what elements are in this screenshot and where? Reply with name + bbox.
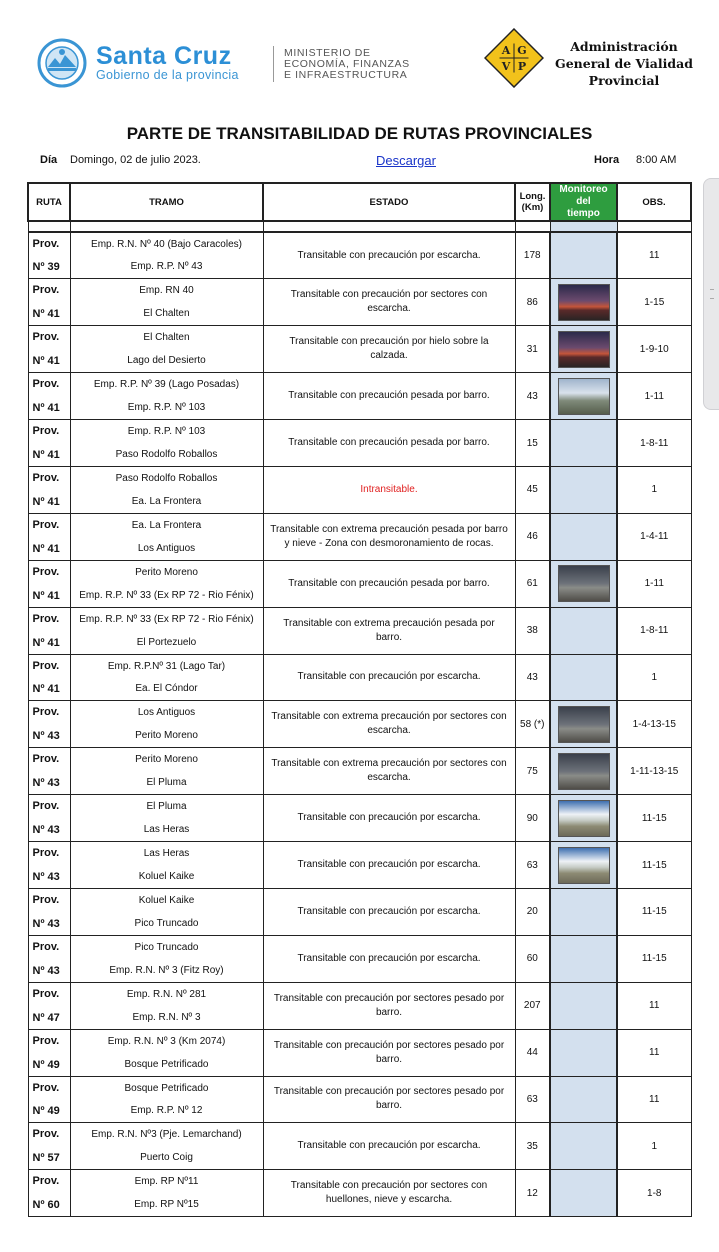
route-cell: Prov. Nº 43 — [28, 935, 70, 982]
length-cell: 58 (*) — [515, 701, 550, 748]
report-time: 8:00 AM — [636, 154, 677, 166]
segment-cell: Perito Moreno El Pluma — [70, 748, 263, 795]
status-cell: Transitable con precaución pesada por barro. — [263, 420, 515, 467]
monitor-cell — [550, 607, 617, 654]
obs-cell: 11-15 — [617, 842, 691, 889]
obs-cell: 1-8-11 — [617, 420, 691, 467]
route-cell: Prov. Nº 41 — [28, 513, 70, 560]
svg-text:G: G — [517, 44, 527, 57]
agvp-logo-icon — [484, 28, 544, 88]
monitor-cell — [550, 373, 617, 420]
col-long: Long. (Km) — [515, 183, 550, 221]
length-cell: 31 — [515, 326, 550, 373]
route-cell: Prov. Nº 47 — [28, 982, 70, 1029]
segment-cell: Emp. R.P.Nº 31 (Lago Tar) Ea. El Cóndor — [70, 654, 263, 701]
monitor-cell — [550, 1029, 617, 1076]
table-row — [28, 701, 691, 748]
table-row — [28, 888, 691, 935]
status-cell: Transitable con precaución por escarcha. — [263, 795, 515, 842]
svg-text:P: P — [517, 60, 527, 73]
table-row — [28, 607, 691, 654]
route-cell: Prov. Nº 43 — [28, 748, 70, 795]
segment-cell: Perito Moreno Emp. R.P. Nº 33 (Ex RP 72 - Rio Fénix) — [70, 560, 263, 607]
table-row — [28, 232, 691, 279]
segment-cell: Emp. RN 40 El Chalten — [70, 279, 263, 326]
route-cell: Prov. Nº 41 — [28, 607, 70, 654]
table-row — [28, 795, 691, 842]
report-date: Domingo, 02 de julio 2023. — [70, 154, 201, 166]
route-cell: Prov. Nº 41 — [28, 420, 70, 467]
obs-cell: 11 — [617, 1029, 691, 1076]
route-cell: Prov. Nº 43 — [28, 795, 70, 842]
col-tramo: TRAMO — [70, 183, 263, 221]
header-divider — [273, 46, 274, 82]
status-cell: Transitable con precaución por sectores con huellones, nieve y escarcha. — [263, 1170, 515, 1217]
province-seal-icon — [37, 38, 87, 88]
status-cell: Transitable con precaución por sectores pesado por barro. — [263, 1076, 515, 1123]
table-row — [28, 842, 691, 889]
status-cell: Transitable con precaución por escarcha. — [263, 654, 515, 701]
route-cell: Prov. Nº 41 — [28, 279, 70, 326]
monitor-cell — [550, 701, 617, 748]
length-cell: 86 — [515, 279, 550, 326]
weather-camera-thumbnail[interactable] — [558, 378, 610, 415]
monitor-cell — [550, 420, 617, 467]
route-cell: Prov. Nº 41 — [28, 373, 70, 420]
grip-icon — [710, 289, 714, 299]
svg-text:V: V — [501, 60, 511, 73]
obs-cell: 1-15 — [617, 279, 691, 326]
route-cell: Prov. Nº 43 — [28, 701, 70, 748]
length-cell: 207 — [515, 982, 550, 1029]
segment-cell: Koluel Kaike Pico Truncado — [70, 888, 263, 935]
length-cell: 63 — [515, 1076, 550, 1123]
route-cell: Prov. Nº 39 — [28, 232, 70, 279]
obs-cell: 1-4-13-15 — [617, 701, 691, 748]
routes-table — [27, 182, 692, 1217]
segment-cell: Emp. R.N. Nº 40 (Bajo Caracoles) Emp. R.P. Nº 43 — [70, 232, 263, 279]
status-cell: Transitable con precaución pesada por barro. — [263, 560, 515, 607]
table-row — [28, 420, 691, 467]
monitor-cell — [550, 279, 617, 326]
date-bar — [0, 151, 719, 171]
segment-cell: Las Heras Koluel Kaike — [70, 842, 263, 889]
route-cell: Prov. Nº 41 — [28, 466, 70, 513]
monitor-cell — [550, 795, 617, 842]
status-cell: Transitable con precaución pesada por barro. — [263, 373, 515, 420]
table-row — [28, 1170, 691, 1217]
weather-camera-thumbnail[interactable] — [558, 284, 610, 321]
segment-cell: Paso Rodolfo Roballos Ea. La Frontera — [70, 466, 263, 513]
segment-cell: Bosque Petrificado Emp. R.P. Nº 12 — [70, 1076, 263, 1123]
obs-cell: 1 — [617, 466, 691, 513]
table-header-row — [28, 183, 691, 221]
obs-cell: 1-11-13-15 — [617, 748, 691, 795]
side-scroll-handle[interactable] — [703, 178, 719, 410]
col-ruta: RUTA — [28, 183, 70, 221]
table-row — [28, 935, 691, 982]
obs-cell: 1-8-11 — [617, 607, 691, 654]
length-cell: 75 — [515, 748, 550, 795]
status-cell: Transitable con extrema precaución pesada por barro. — [263, 607, 515, 654]
segment-cell: Emp. R.N. Nº3 (Pje. Lemarchand) Puerto Coig — [70, 1123, 263, 1170]
segment-cell: Emp. R.P. Nº 39 (Lago Posadas) Emp. R.P. Nº 103 — [70, 373, 263, 420]
table-row — [28, 560, 691, 607]
route-cell: Prov. Nº 60 — [28, 1170, 70, 1217]
weather-camera-thumbnail[interactable] — [558, 331, 610, 368]
route-cell: Prov. Nº 57 — [28, 1123, 70, 1170]
monitor-cell — [550, 935, 617, 982]
monitor-cell — [550, 1076, 617, 1123]
status-cell: Transitable con precaución por sectores pesado por barro. — [263, 982, 515, 1029]
table-row — [28, 373, 691, 420]
table-row — [28, 654, 691, 701]
monitor-cell — [550, 232, 617, 279]
monitor-cell — [550, 326, 617, 373]
status-cell: Transitable con precaución por escarcha. — [263, 1123, 515, 1170]
segment-cell: Emp. R.N. Nº 281 Emp. R.N. Nº 3 — [70, 982, 263, 1029]
status-cell: Transitable con precaución por escarcha. — [263, 232, 515, 279]
svg-text:A: A — [501, 44, 511, 57]
length-cell: 38 — [515, 607, 550, 654]
segment-cell: Emp. R.P. Nº 33 (Ex RP 72 - Rio Fénix) El Portezuelo — [70, 607, 263, 654]
length-cell: 12 — [515, 1170, 550, 1217]
status-cell: Transitable con extrema precaución por sectores con escarcha. — [263, 701, 515, 748]
status-cell: Transitable con precaución por hielo sobre la calzada. — [263, 326, 515, 373]
table-row — [28, 1123, 691, 1170]
monitor-cell — [550, 466, 617, 513]
length-cell: 15 — [515, 420, 550, 467]
monitor-cell — [550, 1170, 617, 1217]
obs-cell: 1 — [617, 1123, 691, 1170]
weather-camera-thumbnail[interactable] — [558, 847, 610, 884]
status-cell: Transitable con precaución por escarcha. — [263, 888, 515, 935]
obs-cell: 1-4-11 — [617, 513, 691, 560]
length-cell: 63 — [515, 842, 550, 889]
col-monitoreo: Monitoreo del tiempo — [550, 183, 617, 221]
route-cell: Prov. Nº 49 — [28, 1029, 70, 1076]
route-cell: Prov. Nº 41 — [28, 560, 70, 607]
segment-cell: Los Antiguos Perito Moreno — [70, 701, 263, 748]
segment-cell: Emp. R.P. Nº 103 Paso Rodolfo Roballos — [70, 420, 263, 467]
obs-cell: 11 — [617, 1076, 691, 1123]
length-cell: 20 — [515, 888, 550, 935]
segment-cell: Emp. RP Nº11 Emp. RP Nº15 — [70, 1170, 263, 1217]
col-estado: ESTADO — [263, 183, 515, 221]
length-cell: 45 — [515, 466, 550, 513]
segment-cell: Pico Truncado Emp. R.N. Nº 3 (Fitz Roy) — [70, 935, 263, 982]
route-cell: Prov. Nº 49 — [28, 1076, 70, 1123]
status-cell: Transitable con precaución por escarcha. — [263, 935, 515, 982]
monitor-cell — [550, 513, 617, 560]
table-row — [28, 326, 691, 373]
monitor-cell — [550, 1123, 617, 1170]
ministry-name: MINISTERIO DE ECONOMÍA, FINANZAS E INFRAESTRUCTURA — [284, 47, 410, 81]
monitor-cell — [550, 748, 617, 795]
obs-cell: 11-15 — [617, 795, 691, 842]
weather-camera-thumbnail[interactable] — [558, 565, 610, 602]
length-cell: 90 — [515, 795, 550, 842]
obs-cell: 1-8 — [617, 1170, 691, 1217]
segment-cell: Ea. La Frontera Los Antiguos — [70, 513, 263, 560]
segment-cell: El Chalten Lago del Desierto — [70, 326, 263, 373]
route-cell: Prov. Nº 43 — [28, 842, 70, 889]
obs-cell: 1 — [617, 654, 691, 701]
length-cell: 43 — [515, 654, 550, 701]
obs-cell: 11-15 — [617, 935, 691, 982]
status-cell: Transitable con precaución por sectores con escarcha. — [263, 279, 515, 326]
table-row — [28, 466, 691, 513]
table-row — [28, 1029, 691, 1076]
day-label: Día — [40, 154, 58, 166]
weather-camera-thumbnail[interactable] — [558, 753, 610, 790]
obs-cell: 1-9-10 — [617, 326, 691, 373]
status-cell: Transitable con extrema precaución por sectores con escarcha. — [263, 748, 515, 795]
obs-cell: 11 — [617, 982, 691, 1029]
table-spacer — [28, 221, 691, 232]
page-title: PARTE DE TRANSITABILIDAD DE RUTAS PROVINCIALES — [126, 124, 593, 143]
route-cell: Prov. Nº 43 — [28, 888, 70, 935]
monitor-cell — [550, 888, 617, 935]
page-header — [0, 0, 719, 115]
length-cell: 44 — [515, 1029, 550, 1076]
weather-camera-thumbnail[interactable] — [558, 800, 610, 837]
status-cell: Transitable con precaución por sectores pesado por barro. — [263, 1029, 515, 1076]
status-cell: Transitable con extrema precaución pesada por barro y nieve - Zona con desmoronamiento de rocas. — [263, 513, 515, 560]
brand-subtitle: Gobierno de la provincia — [96, 68, 239, 82]
length-cell: 61 — [515, 560, 550, 607]
length-cell: 60 — [515, 935, 550, 982]
monitor-cell — [550, 842, 617, 889]
download-link[interactable]: Descargar — [376, 153, 436, 168]
table-row — [28, 279, 691, 326]
table-row — [28, 982, 691, 1029]
monitor-cell — [550, 982, 617, 1029]
route-cell: Prov. Nº 41 — [28, 654, 70, 701]
weather-camera-thumbnail[interactable] — [558, 706, 610, 743]
length-cell: 46 — [515, 513, 550, 560]
status-cell: Transitable con precaución por escarcha. — [263, 842, 515, 889]
obs-cell: 1-11 — [617, 373, 691, 420]
segment-cell: Emp. R.N. Nº 3 (Km 2074) Bosque Petrificado — [70, 1029, 263, 1076]
route-cell: Prov. Nº 41 — [28, 326, 70, 373]
table-row — [28, 748, 691, 795]
table-row — [28, 1076, 691, 1123]
table-row — [28, 513, 691, 560]
obs-cell: 11-15 — [617, 888, 691, 935]
segment-cell: El Pluma Las Heras — [70, 795, 263, 842]
status-cell: Intransitable. — [263, 466, 515, 513]
obs-cell: 1-11 — [617, 560, 691, 607]
length-cell: 43 — [515, 373, 550, 420]
monitor-cell — [550, 654, 617, 701]
brand-name: Santa Cruz — [96, 42, 232, 70]
hour-label: Hora — [594, 154, 620, 166]
obs-cell: 11 — [617, 232, 691, 279]
monitor-cell — [550, 560, 617, 607]
col-obs: OBS. — [617, 183, 691, 221]
agvp-name: Administración General de Vialidad Provincial — [555, 39, 693, 88]
length-cell: 178 — [515, 232, 550, 279]
length-cell: 35 — [515, 1123, 550, 1170]
